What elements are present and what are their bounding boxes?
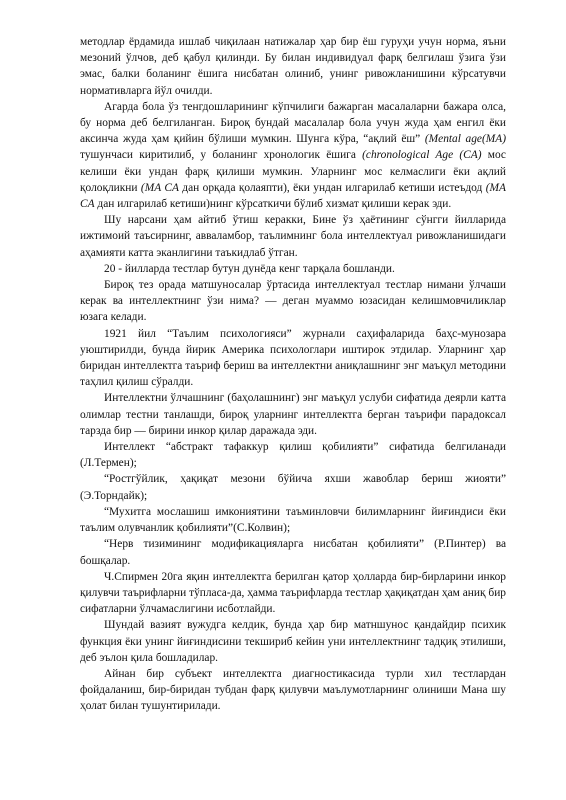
- paragraph-2: [80, 99, 506, 212]
- paragraph-5: Бироқ тез орада матшуносалар ўртасида интеллектуал тестлар нимани ўлчаши керак ва интеллектнинг ўзи нима? — деган муаммо юзасидан келишмовчиликлар юзага келади.: [80, 279, 506, 324]
- paragraph-4: 20 - йилларда тестлар бутун дунёда кенг тарқала бошланди.: [104, 262, 395, 275]
- document-page: [80, 34, 506, 715]
- paragraph-13: Шундай вазият вужудга келдик, бунда ҳар бир матншунос қандайдир психик функция ёки унинг йиғиндисини текшириб кейин уни интеллектнинг тадқиқ этилиши, деб эълон қила бошладилар.: [80, 619, 506, 664]
- paragraph-7: Интеллектни ўлчашнинг (баҳолашнинг) энг маъқул услуби сифатида деярли катта олимлар тестни танлашди, бироқ уларнинг интеллектга берган таърифи парадоксал тарзда бир — бирини инкор қилар даражада эди.: [80, 392, 506, 437]
- paragraph-1: методлар ёрдамида ишлаб чиқилаан натижалар ҳар бир ёш гуруҳи учун норма, яъни мезоний ўлчов, деб қабул қилинди. Бу билан индивидуал фарқ белгилаш ўзига ўзи эмас, балки боланинг ёшига нисбатан олиниб, унинг ривожланишини кўрсатувчи нормативларга йўл очилди.: [80, 36, 506, 97]
- paragraph-12: Ч.Спирмен 20га яқин интеллектга берилган қатор ҳолларда бир-бирларини инкор қилувчи таърифларни тўпласа-да, ҳамма таърифларда тестлар ҳақиқатдан ҳам аниқ бир сифатларни ўлчамаслигини исботлайди.: [80, 570, 506, 616]
- text-span: дан орқада қолаяпти), ёки ундан илгарилаб кетиши истеъдод: [178, 181, 486, 194]
- paragraph-3: Шу нарсани ҳам айтиб ўтиш керакки, Бине ўз ҳаётининг сўнгги йилларида ижтимоий таъсирнинг, авваламбор, таълимнинг бола интеллектуал ривожланишидаги аҳамияти катта эканлигини таъкидлаб ўтган.: [80, 214, 506, 259]
- italic-term: (MA CA: [140, 181, 179, 194]
- paragraph-11: “Нерв тизимининг модификацияларга нисбатан қобилияти” (Р.Пинтер) ва бошқалар.: [80, 538, 506, 567]
- italic-term: (MA CA: [80, 181, 506, 211]
- text-span: тушунчаси киритилиб, у боланинг хронологик ёшига: [80, 149, 363, 162]
- text-span: дан илгарилаб кетиши)нинг кўрсаткичи бўлиб хизмат қилиши керак эди.: [94, 198, 452, 211]
- paragraph-6: 1921 йил “Таълим психологияси” журнали саҳифаларида баҳс-мунозара уюштирилди, бунда йирик Америка психологлари иштирок этдилар. Уларнинг ҳар биридан интеллектга таъриф бериш ва интеллектни аниқлашнинг энг маъқул методини таҳлил қилиш сўралди.: [80, 327, 506, 389]
- paragraph-9: “Ростгўйлик, ҳақиқат мезони бўйича яхши жавоблар бериш жиояти” (Э.Торндайк);: [80, 473, 506, 502]
- paragraph-10: “Мухитга мослашиш имкониятини таъминловчи билимларнинг йиғиндиси ёки таълим олувчанлик қобилияти”(С.Колвин);: [80, 505, 506, 535]
- text-span: Агарда бола ўз тенгдошларининг кўпчилиги бажарган масалаларни бажара олса, бу норма деб белгиланган. Бироқ бундай масалалар бола учун жуда ҳам енгил ёки аксинча жуда ҳам қийин бўлиши мумкин. Шунга кўра, “ақлий ёш”: [80, 100, 506, 146]
- text-span: мос келиши ёки ундан фарқ қилиши мумкин. Уларнинг мос келмаслиги ёки ақлий қолоқликни: [80, 149, 506, 194]
- paragraph-14: Айнан бир субъект интеллектга диагностикасида турли хил тестлардан фойдаланиш, бир-биридан тубдан фарқ қилувчи маълумотларнинг олиниши Мана шу ҳолат билан тушунтирилади.: [80, 667, 506, 713]
- italic-term: (Mental age(MA): [424, 133, 506, 146]
- paragraph-8: Интеллект “абстракт тафаккур қилиш қобилияти” сифатида белгиланади (Л.Термен);: [80, 441, 506, 470]
- italic-term: (chronological Age (CA): [362, 149, 482, 162]
